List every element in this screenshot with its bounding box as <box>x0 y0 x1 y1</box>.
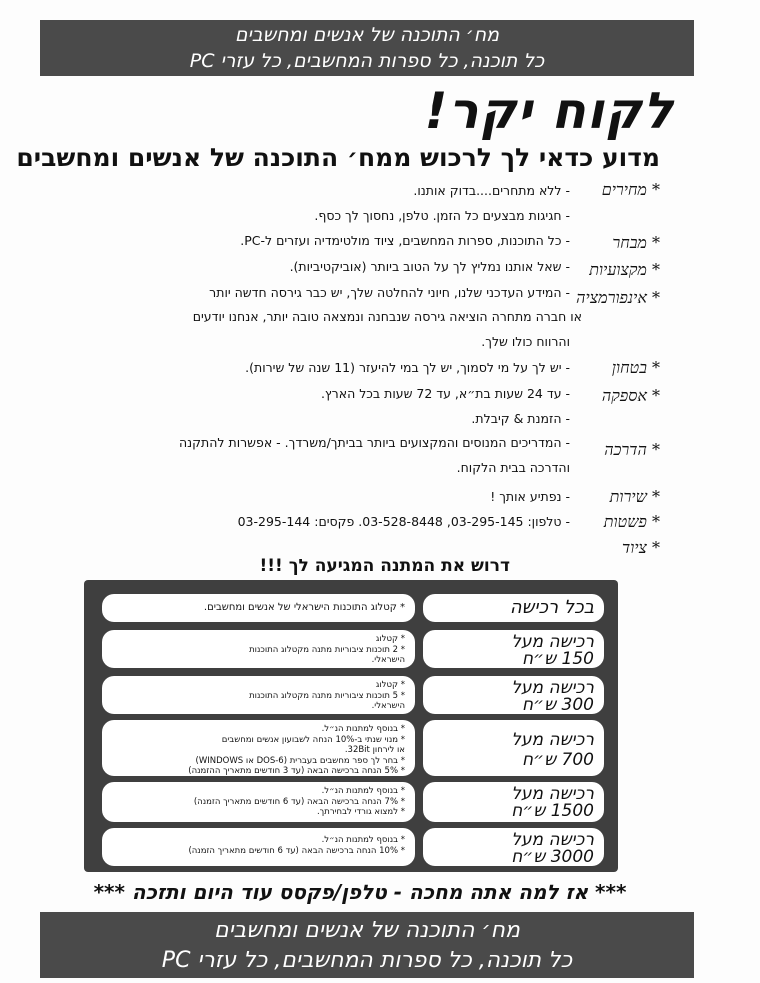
offer-perk: * בנוסף למתנות הנ״ל. * 10% הנחה ברכישה הבאה (עד 6 חודשים מתאריך הזמנה) <box>102 828 415 866</box>
offer-perk: * קטלוג * 2 תוכנות ציבוריות מתנה מקטלוג התוכנות הישראלי. <box>102 630 415 668</box>
line-sales: - חגיגות מבצעים כל הזמן. טלפן, נחסוך לך כסף. <box>314 208 570 223</box>
subheadline: מדוע כדאי לך לרכוש ממח׳ התוכנה של אנשים ומחשבים <box>16 143 660 172</box>
offer-perk: * בנוסף למתנות הנ״ל. * 7% הנחה ברכישה הבאה (עד 6 חודשים מתאריך הזמנה) * למצוא גורדי לבחירתך. <box>102 782 415 822</box>
bottom-banner <box>40 912 694 978</box>
banner-line-1: מח׳ התוכנה של אנשים ומחשבים <box>214 918 520 943</box>
offer-tier: רכישה מעל 3000 ש״ח <box>423 828 604 866</box>
line-professionalism: - שאל אותנו נמליץ לך על הטוב ביותר (אוביקטיביות). <box>289 259 570 274</box>
line-information-3: והרווח כולו שלך. <box>481 334 570 349</box>
offer-tier: רכישה מעל 150 ש״ח <box>423 630 604 668</box>
banner-line-1: מח׳ התוכנה של אנשים ומחשבים <box>234 24 500 46</box>
offer-perk: * קטלוג התוכנות הישראלי של אנשים ומחשבים. <box>102 594 415 622</box>
category-prices: * מחירים <box>601 180 660 199</box>
offer-title: דרוש את המתנה המגיעה לך !!! <box>259 556 510 576</box>
category-simplicity: * פשטות <box>603 512 660 531</box>
banner-line-2: כל תוכנה, כל ספרות המחשבים, כל עזרי PC <box>189 50 545 72</box>
line-training-2: והדרכה בבית הלקוח. <box>456 460 570 475</box>
line-prices: - ללא מתחרים....בדוק אותנו. <box>413 183 570 198</box>
category-delivery: * אספקה <box>601 386 660 405</box>
offer-tier: רכישה מעל 700 ש״ח <box>423 720 604 776</box>
offer-perk: * בנוסף למתנות הנ״ל. * מנוי שנתי ב-10% הנחה לשבועון אנשים ומחשבים או לירחון 32Bit. * בחר לך ספר מחשבים בעברית (DOS-6 או WINDOWS) * 5% הנחה ברכישה הבאה (עד 3 חודשים מתאריך ההזמנה) <box>102 720 415 776</box>
headline: לקוח יקר! <box>424 82 674 140</box>
offer-perk: * קטלוג * 5 תוכנות ציבוריות מתנה מקטלוג התוכנות הישראלי. <box>102 676 415 714</box>
offers-box <box>84 580 618 872</box>
call-to-action: *** אז למה אתה מחכה - טלפן/פקסס עוד היום ותזכה *** <box>93 880 627 904</box>
category-professionalism: * מקצועיות <box>589 260 660 279</box>
line-selection: - כל התוכנות, ספרות המחשבים, ציוד מולטימדיה ועזרים ל-PC. <box>240 233 570 248</box>
category-security: * בטחון <box>611 358 660 377</box>
line-information-1: - המידע העדכני שלנו, חיוני להחלטה שלך, יש כבר גירסה חדשה יותר <box>209 285 570 300</box>
top-banner <box>40 20 694 76</box>
category-equipment: * ציוד <box>621 538 660 557</box>
line-service: - נפתיע אותך ! <box>490 489 570 504</box>
line-training-1: - המדריכים המנוסים והמקצועים ביותר בביתך/משרדך. - אפשרות להתקנה <box>179 435 570 450</box>
banner-line-2: כל תוכנה, כל ספרות המחשבים, כל עזרי PC <box>161 948 573 973</box>
offer-tier: רכישה מעל 1500 ש״ח <box>423 782 604 822</box>
line-delivery: - עד 24 שעות בת״א, עד 72 שעות בכל הארץ. <box>320 386 570 401</box>
offer-tier: בכל רכישה <box>423 594 604 622</box>
line-contact: - טלפון: 03-295-145, 03-528-8448. פקסים: 03-295-144 <box>237 514 570 529</box>
category-service: * שירות <box>609 487 660 506</box>
category-information: * אינפורמציה <box>576 288 660 307</box>
line-security: - יש לך על מי לסמוך, יש לך במי להיעזר (11 שנה של שירות). <box>245 360 570 375</box>
offer-tier: רכישה מעל 300 ש״ח <box>423 676 604 714</box>
line-order: - הזמנת & קיבלת. <box>471 411 570 426</box>
line-information-2: או חברה מתחרה הוציאה גירסה שנבחנה ונמצאה טובה יותר, אנחנו יודעים <box>192 309 582 324</box>
category-selection: * מבחר <box>612 233 660 252</box>
category-training: * הדרכה <box>604 440 660 459</box>
